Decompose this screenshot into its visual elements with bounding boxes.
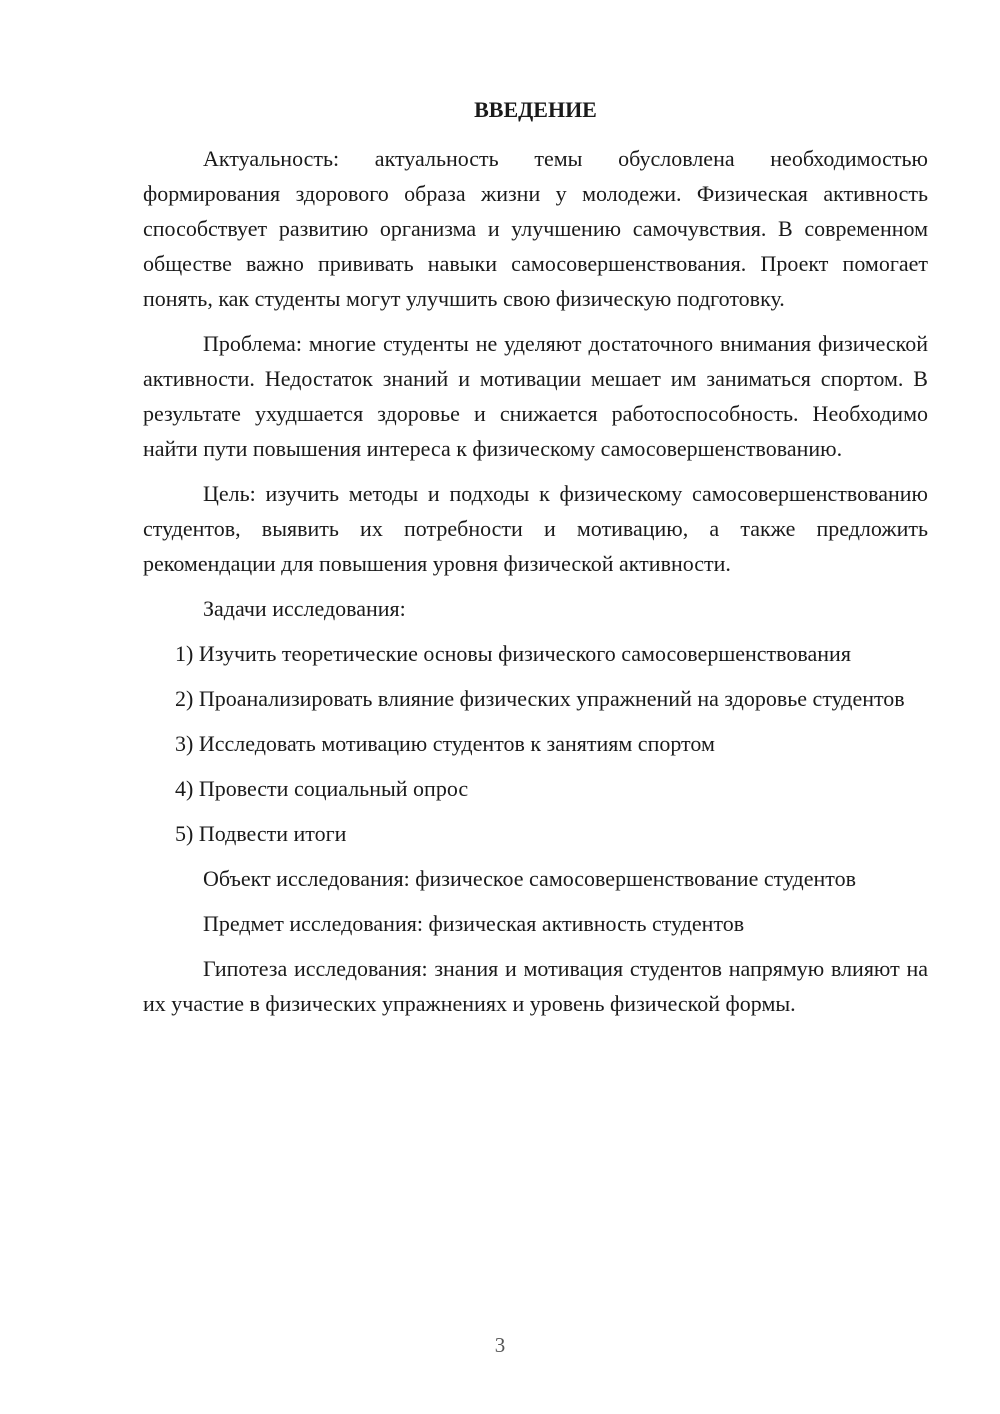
task-item-4: 4) Провести социальный опрос	[175, 776, 469, 801]
object-paragraph: Объект исследования: физическое самосовершенствование студентов	[203, 866, 856, 891]
subject-paragraph: Предмет исследования: физическая активность студентов	[203, 911, 745, 936]
page-title: ВВЕДЕНИЕ	[474, 97, 597, 122]
task-item-3: 3) Исследовать мотивацию студентов к занятиям спортом	[175, 731, 715, 756]
document-body	[143, 92, 928, 1031]
problem-paragraph: Проблема: многие студенты не уделяют достаточного внимания физической активности. Недостаток знаний и мотивации мешает им заниматься спортом. В результате ухудшается здоровье и снижается работоспособность. Необходимо найти пути повышения интереса к физическому самосовершенствованию.	[143, 331, 928, 461]
task-item-5: 5) Подвести итоги	[175, 821, 347, 846]
hypothesis-paragraph: Гипотеза исследования: знания и мотивация студентов напрямую влияют на их участие в физических упражнениях и уровень физической формы.	[143, 956, 928, 1016]
relevance-paragraph: Актуальность: актуальность темы обусловлена необходимостью формирования здорового образа жизни у молодежи. Физическая активность способствует развитию организма и улучшению самочувствия. В современном обществе важно прививать навыки самосовершенствования. Проект помогает понять, как студенты могут улучшить свою физическую подготовку.	[143, 146, 928, 311]
task-item-2: 2) Проанализировать влияние физических упражнений на здоровье студентов	[175, 686, 905, 711]
tasks-title: Задачи исследования:	[203, 596, 406, 621]
goal-paragraph: Цель: изучить методы и подходы к физическому самосовершенствованию студентов, выявить их потребности и мотивацию, а также предложить рекомендации для повышения уровня физической активности.	[143, 481, 928, 576]
page-number: 3	[494, 1333, 506, 1357]
task-item-1: 1) Изучить теоретические основы физического самосовершенствования	[175, 641, 851, 666]
